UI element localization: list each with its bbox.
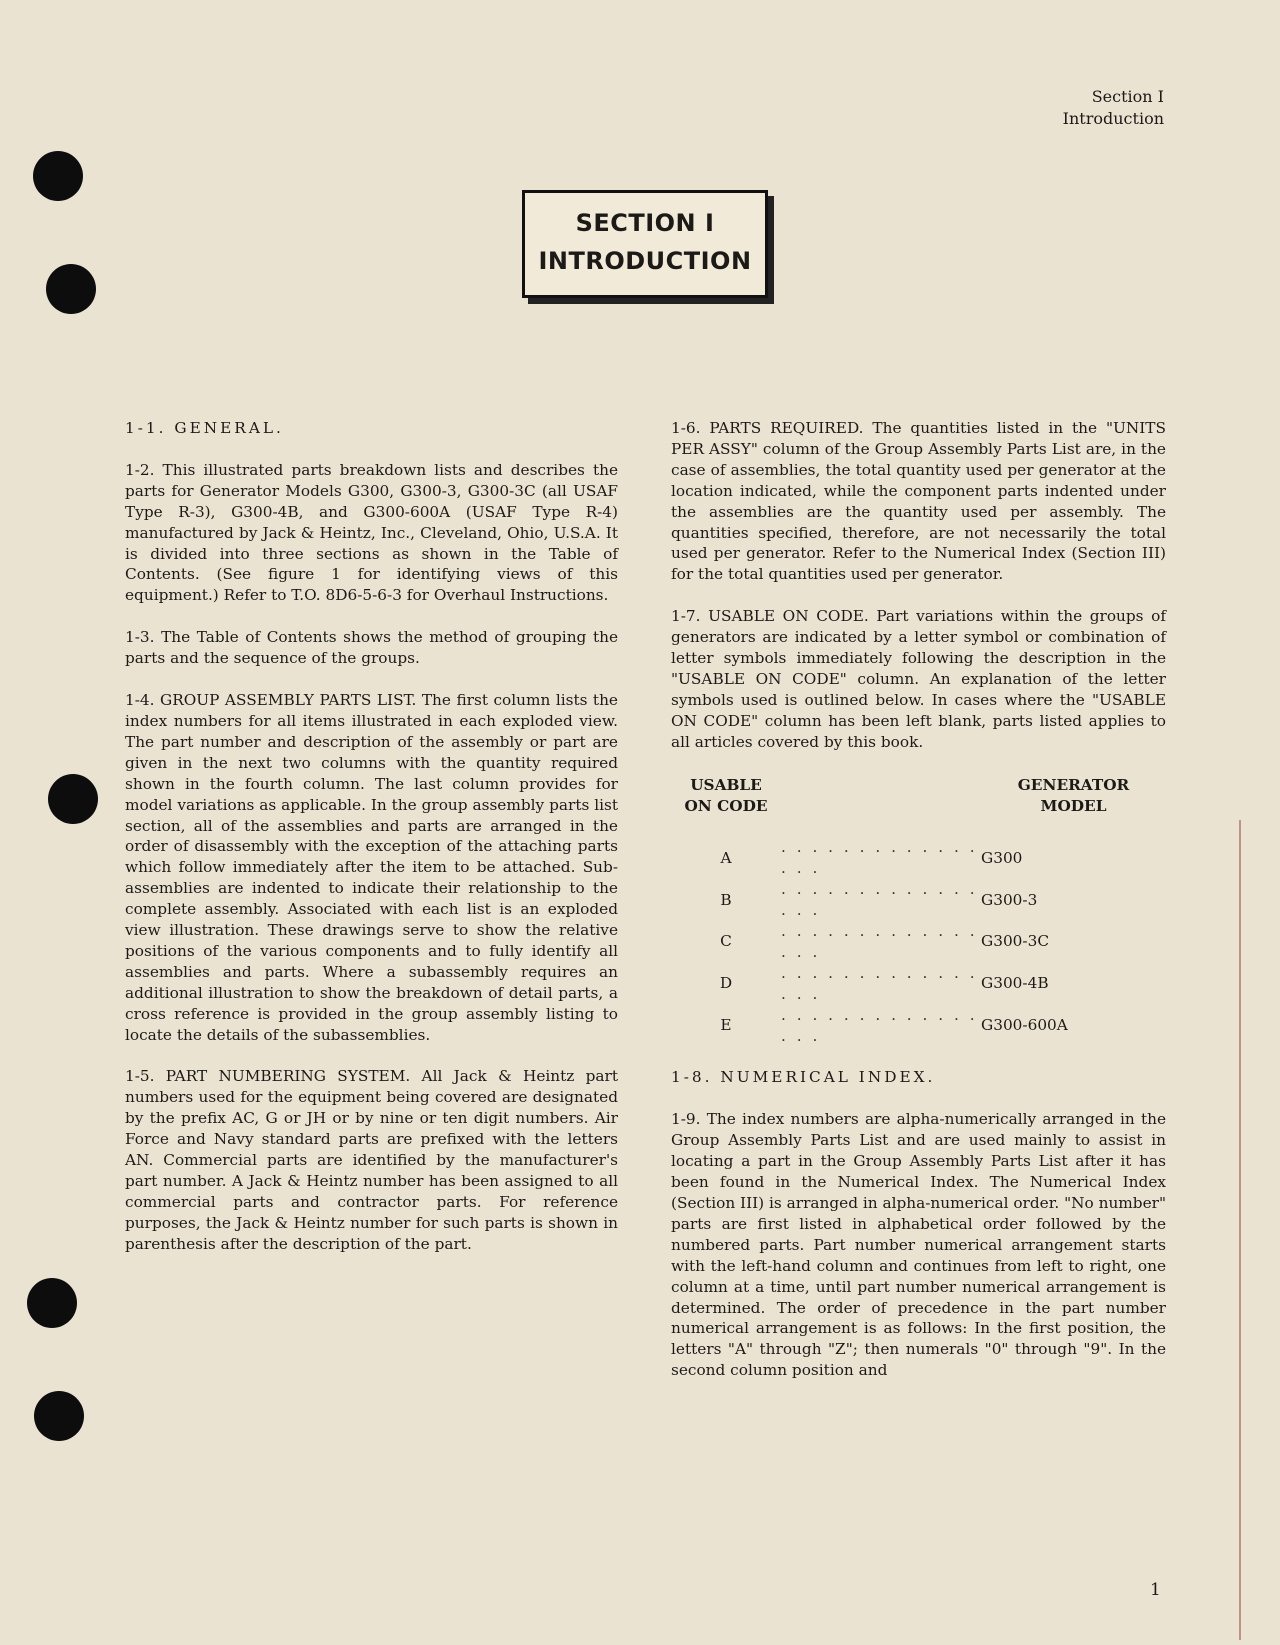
table-row: E . . . . . . . . . . . . . . . . G300-600A: [720, 1005, 1068, 1045]
binder-hole-2: [46, 264, 96, 314]
binder-hole-5: [34, 1391, 84, 1441]
table-row: D . . . . . . . . . . . . . . . . G300-4B: [719, 963, 1049, 1003]
paragraph-1-6: 1-6. PARTS REQUIRED. The quantities listed in the "UNITS PER ASSY" column of the Group Assembly Parts List are, in the case of assemblies, the total quantity used per generator at the location indicated, while the component parts indented under the assemblies are the quantity used per assembly. The quantities specified, therefore, are not necessarily the total used per generator. Refer to the Numerical Index (Section III) for the total quantities used per generator.: [671, 419, 1166, 584]
paragraph-1-8: 1-8. NUMERICAL INDEX.: [671, 1068, 936, 1087]
paragraph-1-9: 1-9. The index numbers are alpha-numerically arranged in the Group Assembly Parts List and are used mainly to assist in locating a part in the Group Assembly Parts List after it has been found in the Numerical Index. The Numerical Index (Section III) is arranged in alpha-numerical order. "No number" parts are first listed in alphabetical order followed by the numbered parts. Part number numerical arrangement starts with the left-hand column and continues from left to right, one column at a time, until part number numerical arrangement is determined. The order of precedence in the part number numerical arrangement is as follows: In the first position, the letters "A" through "Z"; then numerals "0" through "9". In the second column position and: [671, 1110, 1166, 1380]
margin-line: [1239, 820, 1241, 1640]
table-row: B . . . . . . . . . . . . . . . . G300-3: [720, 880, 1038, 920]
section-number: SECTION I: [575, 209, 715, 237]
paragraph-1-7: 1-7. USABLE ON CODE. Part variations within the groups of generators are indicated by a letter symbol or combination of letter symbols immediately following the description in the "USABLE ON CODE" column. An explanation of the letter symbols used is outlined below. In cases where the "USABLE ON CODE" column has been left blank, parts listed applies to all articles covered by this book.: [671, 607, 1166, 751]
header-section: Section I: [1091, 87, 1164, 106]
model-column-header: GENERATOR MODEL: [1017, 775, 1130, 815]
running-header: [1063, 86, 1164, 130]
section-title: INTRODUCTION: [538, 247, 752, 275]
code-column-header: USABLE ON CODE: [684, 775, 768, 815]
binder-hole-4: [27, 1278, 77, 1328]
binder-hole-1: [33, 151, 83, 201]
paragraph-1-1: 1-1. GENERAL.: [125, 419, 284, 437]
table-row: C . . . . . . . . . . . . . . . . G300-3C: [720, 922, 1050, 961]
paragraph-1-2: 1-2. This illustrated parts breakdown lists and describes the parts for Generator Models G300, G300-3, G300-3C (all USAF Type R-3), G300-4B, and G300-600A (USAF Type R-4) manufactured by Jack & Heintz, Inc., Cleveland, Ohio, U.S.A. It is divided into three sections as shown in the Table of Contents. (See figure 1 for identifying views of this equipment.) Refer to T.O. 8D6-5-6-3 for Overhaul Instructions.: [125, 460, 618, 605]
header-title: Introduction: [1062, 109, 1164, 128]
right-column: [671, 418, 1166, 1402]
paragraph-1-4: 1-4. GROUP ASSEMBLY PARTS LIST. The first column lists the index numbers for all items illustrated in each exploded view. The part number and description of the assembly or part are given in the next two columns with the quantity required shown in the fourth column. The last column provides for model variations as applicable. In the group assembly parts list section, all of the assemblies and parts are arranged in the order of disassembly with the exception of the attaching parts which follow immediately after the item to be attached. Sub-assemblies are indented to indicate their relationship to the complete assembly. Associated with each list is an exploded view illustration. These drawings serve to show the relative positions of the various components and to fully identify all assemblies and parts. Where a subassembly requires an additional illustration to show the breakdown of detail parts, a cross reference is provided in the group assembly listing to locate the details of the subassemblies.: [125, 691, 618, 1044]
binder-hole-3: [48, 774, 98, 824]
paragraph-1-5: 1-5. PART NUMBERING SYSTEM. All Jack & Heintz part numbers used for the equipment being covered are designated by the prefix AC, G or JH or by nine or ten digit numbers. Air Force and Navy standard parts are prefixed with the letters AN. Commercial parts are identified by the manufacturer's part number. A Jack & Heintz number has been assigned to all commercial parts and contractor parts. For reference purposes, the Jack & Heintz number for such parts is shown in parenthesis after the description of the part.: [125, 1067, 618, 1253]
usable-on-code-table: [671, 774, 1166, 1047]
table-row: A . . . . . . . . . . . . . . . . G300: [720, 838, 1023, 878]
paragraph-1-3: 1-3. The Table of Contents shows the method of grouping the parts and the sequence of the groups.: [125, 628, 618, 668]
section-title-box: [522, 190, 768, 298]
page-number: 1: [1150, 1580, 1161, 1600]
left-column: [125, 418, 618, 1276]
